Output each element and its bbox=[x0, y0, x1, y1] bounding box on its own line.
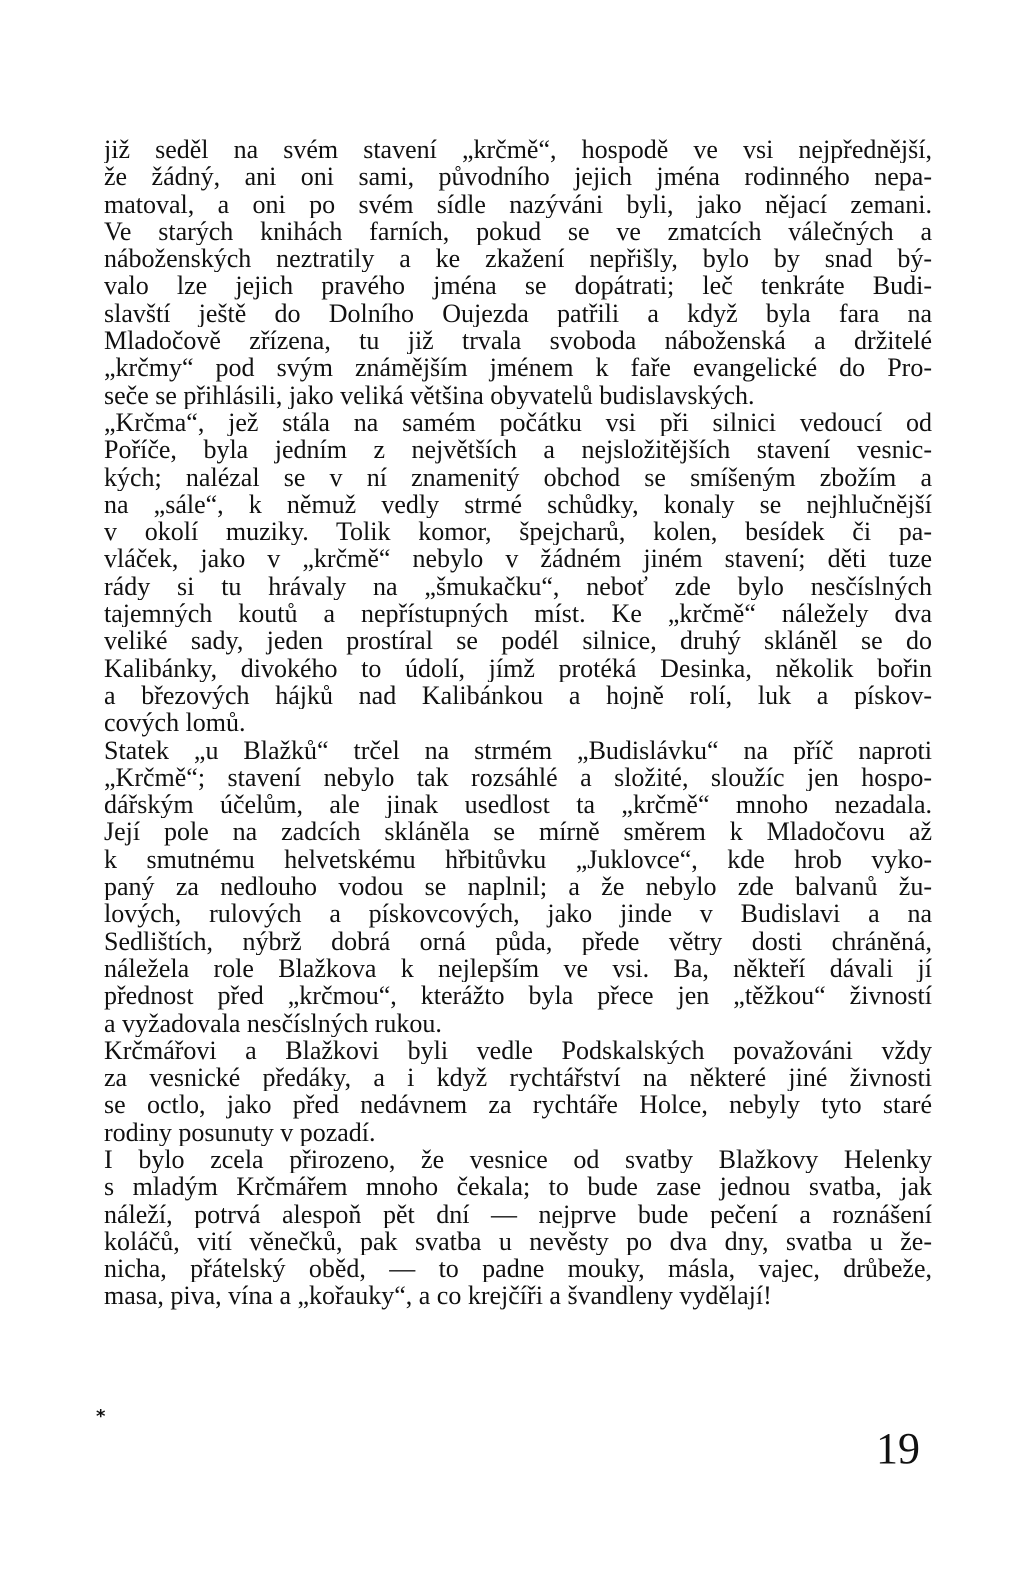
text-line: rodiny posunuty v pozadí. bbox=[104, 1118, 376, 1146]
text-line: matoval, a oni po svém sídle nazýváni byli, jako nějací zemani. bbox=[104, 190, 932, 218]
text-line: na „sále“, k němuž vedly strmé schůdky, konaly se nejhlučnější bbox=[104, 490, 932, 519]
text-line: vláček, jako v „krčmě“ nebylo v žádném jiném stavení; děti tuze bbox=[104, 545, 932, 573]
text-line: již seděl na svém stavení „krčmě“, hospodě ve vsi nejpřednější, bbox=[104, 136, 932, 164]
text-line: slavští ještě do Dolního Oujezda patřili a když byla fara na bbox=[104, 299, 932, 328]
text-line: „Krčmě“; stavení nebylo tak rozsáhlé a složité, sloužíc jen hospo- bbox=[104, 763, 932, 792]
text-line: se octlo, jako před nedávnem za rychtáře Holce, nebyly tyto staré bbox=[104, 1091, 932, 1119]
asterisk-mark: * bbox=[96, 1406, 106, 1427]
text-line: a březových hájků nad Kalibánkou a hojně rolí, luk a pískov- bbox=[104, 681, 932, 710]
text-line: že žádný, ani oni sami, původního jejich jména rodinného nepa- bbox=[104, 163, 932, 191]
text-line: náležela role Blažkova k nejlepším ve vsi. Ba, někteří dávali jí bbox=[104, 954, 932, 983]
text-line: přednost před „krčmou“, kterážto byla přece jen „těžkou“ živností bbox=[104, 982, 932, 1010]
text-line: náleží, potrvá alespoň pět dní — nejprve bude pečení a roznášení bbox=[104, 1200, 932, 1228]
text-line: Mladočově zřízena, tu již trvala svoboda náboženská a držitelé bbox=[104, 327, 932, 355]
text-line: a vyžadovala nesčíslných rukou. bbox=[104, 1009, 442, 1037]
text-line: valo lze jejich pravého jména se dopátrati; leč tenkráte Budi- bbox=[104, 272, 932, 300]
body-text bbox=[104, 136, 932, 1310]
text-line: k smutnému helvetskému hřbitůvku „Juklovce“, kde hrob vyko- bbox=[104, 845, 932, 874]
text-line: veliké sady, jeden prostíral se podél silnice, druhý skláněl se do bbox=[104, 627, 932, 655]
text-line: Sedlištích, nýbrž dobrá orná půda, přede větry dosti chráněná, bbox=[104, 927, 932, 955]
text-line: cových lomů. bbox=[104, 709, 246, 737]
text-line: kých; nalézal se v ní znamenitý obchod se smíšeným zbožím a bbox=[104, 463, 932, 491]
page-number: 19 bbox=[876, 1424, 920, 1473]
text-line: v okolí muziky. Tolik komor, špejcharů, kolen, besídek či pa- bbox=[104, 518, 932, 546]
text-line: za vesnické předáky, a i když rychtářství na některé jiné živnosti bbox=[104, 1064, 932, 1092]
text-line: I bylo zcela přirozeno, že vesnice od svatby Blažkovy Helenky bbox=[104, 1145, 932, 1174]
text-line: nicha, přátelský oběd, — to padne mouky, másla, vajec, drůbeže, bbox=[104, 1255, 932, 1283]
text-line: Poříče, byla jedním z největších a nejsložitějších stavení vesnic- bbox=[104, 436, 932, 464]
text-line: paný za nedlouho vodou se naplnil; a že nebylo zde balvanů žu- bbox=[104, 873, 932, 901]
text-line: seče se přihlásili, jako veliká většina obyvatelů budislavských. bbox=[104, 381, 755, 409]
text-line: koláčů, vití věnečků, pak svatba u nevěsty po dva dny, svatba u že- bbox=[104, 1227, 932, 1256]
text-line: dářským účelům, ale jinak usedlost ta „krčmě“ mnoho nezadala. bbox=[104, 791, 932, 819]
text-line: Její pole na zadcích skláněla se mírně směrem k Mladočovu až bbox=[104, 818, 932, 846]
text-line: lových, rulových a pískovcových, jako jinde v Budislavi a na bbox=[104, 900, 932, 928]
text-line: Statek „u Blažků“ trčel na strmém „Budislávku“ na příč naproti bbox=[104, 736, 932, 764]
text-line: tajemných koutů a nepřístupných míst. Ke „krčmě“ náležely dva bbox=[104, 600, 932, 628]
text-line: „krčmy“ pod svým známějším jménem k faře evangelické do Pro- bbox=[104, 354, 932, 382]
text-line: Ve starých knihách farních, pokud se ve zmatcích válečných a bbox=[104, 217, 932, 246]
text-line: s mladým Krčmářem mnoho čekala; to bude zase jednou svatba, jak bbox=[104, 1173, 932, 1201]
text-line: masa, piva, vína a „kořauky“, a co krejčíři a švandleny vydělají! bbox=[104, 1282, 772, 1310]
text-line: náboženských neztratily a ke zkažení nepřišly, bylo by snad bý- bbox=[104, 245, 932, 273]
text-line: Kalibánky, divokého to údolí, jímž protéká Desinka, několik bořin bbox=[104, 654, 932, 682]
text-line: „Krčma“, jež stála na samém počátku vsi při silnici vedoucí od bbox=[104, 408, 932, 437]
text-line: Krčmářovi a Blažkovi byli vedle Podskalských považováni vždy bbox=[104, 1036, 932, 1065]
text-line: rády si tu hrávaly na „šmukačku“, neboť zde bylo nesčíslných bbox=[104, 572, 932, 601]
